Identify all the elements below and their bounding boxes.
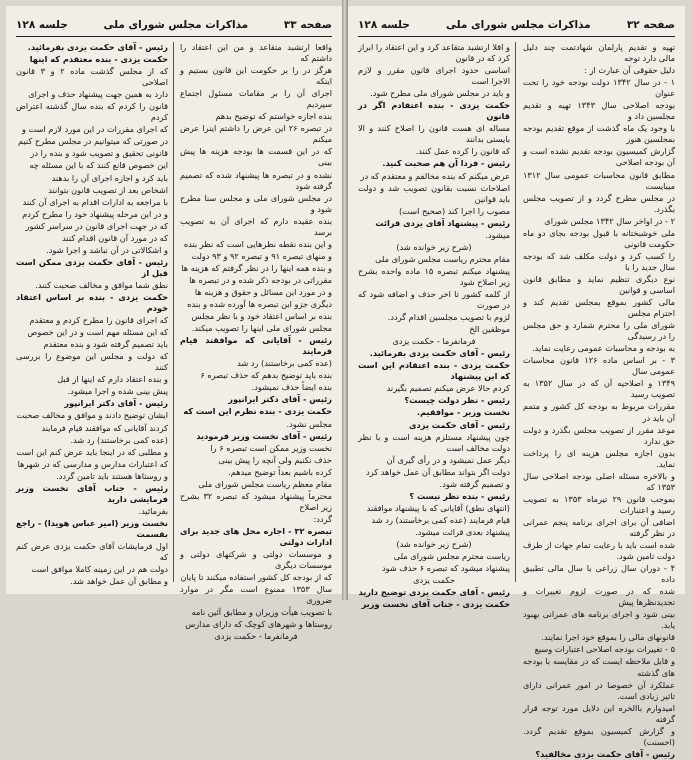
transcript-line: شده است باید با رعایت تمام جهات از طرف دولت تامین شود. [523, 540, 675, 562]
transcript-line: را کسب کرد و دولت مکلف شد که بودجه سال جدید را با [523, 250, 675, 272]
centered-line: حکمت یزدی [413, 575, 455, 586]
transcript-line: بفرمائید. [138, 505, 168, 516]
transcript-line: (عده کمی برخاستند) رد شد. [70, 434, 168, 445]
transcript-line: ایشان توضیح دادند و موافق و مخالف صحبت [16, 410, 168, 421]
transcript-line: و مطابق آن عمل خواهد شد. [70, 576, 168, 587]
speaker-line: رئیس - آقای حکمت یزدی توضیح دارید [358, 587, 510, 598]
transcript-line: و بنده همه اینها را در نظر گرفتم که هزینه ها [181, 262, 332, 273]
transcript-line: که اعتبارات مدارس و مدارسی که در شهرها [17, 458, 168, 469]
transcript-line: ۱ - در سال ۱۳۴۲ دولت بودجه خود را تحت عنوان [523, 77, 675, 99]
transcript-line: اساسی حدود اجرای قانون مقرر و لازم الاجرا است [358, 65, 510, 87]
transcript-line: موعد مقرر از تصویب مجلس بگذرد و دولت حق ندارد [523, 424, 675, 446]
transcript-line: بنده ایضاً حذف نمیشود. [251, 382, 332, 393]
transcript-line: بنده باید توضیح بدهم که حذف تبصره ۶ [200, 370, 332, 381]
transcript-line: امیدوارم باالخره این دلایل مورد توجه قرار گرفته [523, 702, 675, 724]
transcript-line: پیشنهاد بعدی قرائت میشود. [415, 526, 510, 537]
left-page-column-left [16, 42, 168, 587]
transcript-line: کردم حالا عرض میکنم تصمیم بگیرند [386, 383, 510, 394]
transcript-line: دلیل حقوقی آن عبارت از : [584, 65, 675, 76]
transcript-line: بموجب قانون ۲۹ تیرماه ۱۳۵۳ به تصویب رسید و اعتبارات [523, 493, 675, 515]
speaker-line: رئیس - آقای حکمت یزدی [409, 419, 510, 430]
left-page-header [16, 14, 332, 37]
transcript-line: ۵ - تغییرات بودجه اصلاحی اعتبارات وسیع [534, 644, 675, 655]
transcript-line: و گزارش کمیسیون بموقع تقدیم گردد. (احسنت) [523, 725, 675, 747]
transcript-line: کردند آقایانی که موافقند قیام فرمایند [41, 422, 168, 433]
transcript-line: مجلس نشود. [286, 418, 332, 429]
transcript-line: عملکرد آن خصوصا در امور عمرانی دارای تاثیر زیادی است. [523, 679, 675, 701]
transcript-line: نوع دیگری تنظیم نماید و مطابق قانون اساسی و قوانین [523, 273, 675, 295]
transcript-line: با وجود یک ماه گذشت از موقع تقدیم بودجه بمجلسین هنوز [523, 123, 675, 145]
transcript-line: به بودجه و محاسبات عمومی رعایت نماید. [532, 343, 675, 354]
right-page-header [358, 14, 675, 37]
left-page-column-right [180, 42, 333, 642]
transcript-line: قانونی تحقیق و تصویب شود و بنده را در [30, 148, 168, 159]
transcript-line: دارد به همین جهت پیشنهاد حذف و اجرای [28, 89, 168, 100]
transcript-line: مطابق قانون محاسبات عمومی سال ۱۳۱۲ میبایست [523, 169, 675, 191]
transcript-line: سال ۱۳۵۳ ممنوع است مگر در موارد ضروری [180, 584, 332, 606]
centered-line: (شرح زیر خوانده شد) [396, 241, 472, 252]
transcript-line: محترماً پیشنهاد میشود که تبصره ۳۲ بشرح زیر اصلاح [180, 490, 332, 512]
column-divider [515, 42, 516, 582]
right-page-title: مذاکرات مجلس شورای ملی [445, 19, 591, 31]
transcript-line: ریاست محترم مجلس شورای ملی [393, 551, 510, 562]
transcript-line: که در مورد آن قانون اقدام کنند [62, 232, 168, 243]
transcript-line: باید تصمیم گرفته شود و بنده معتقدم [43, 339, 168, 350]
left-page-title: مذاکرات مجلس شورای ملی [103, 19, 249, 31]
transcript-line: میشود. [485, 229, 510, 240]
transcript-line: بدون اجازه مجلس هزینه ای را پرداخت نماید. [523, 447, 675, 469]
transcript-line: نشده و در تبصره ها پیشنهاد شده که تصمیم گرفته شود [180, 169, 332, 191]
centered-line: (شرح زیر خوانده شد) [396, 538, 472, 549]
speaker-line: رئیس - جناب آقای نخست وزیر فرمایشی دارید [16, 482, 168, 504]
transcript-line: دولت اگر بتواند مطابق آن عمل خواهد کرد [366, 466, 510, 477]
transcript-line: و روستاها هستند باید تامین گردد. [56, 470, 168, 481]
transcript-line: که این مسئله مهم است و در این خصوص [27, 327, 168, 338]
speaker-line: رئیس - آقای دکتر ایرانپور [228, 394, 332, 405]
centered-line: فرمانفرما - حکمت یزدی [214, 631, 298, 642]
transcript-line: مقرراتی در بودجه ذکر شده و در تبصره ها [189, 274, 332, 285]
transcript-line: در مجلس شورای ملی و مجلس سنا مطرح شود و [180, 192, 332, 214]
right-page [348, 6, 685, 759]
transcript-line: قیام فرمایند (عده کمی برخاستند) رد شد [371, 514, 510, 525]
transcript-line: که اجرای مقررات در این مورد لازم است و [21, 124, 168, 135]
transcript-line: قانون را کردم که بنده سال گذشته اعتراض کردم [16, 101, 168, 123]
transcript-line: روستاها و شهرهای کوچک که دارای مدارس [185, 619, 332, 630]
transcript-line: و تصمیم گرفته شود. [439, 478, 510, 489]
transcript-line: که در این قسمت ها بودجه هزینه ها پیش بینی [180, 146, 332, 168]
speaker-line: نخست وزیر (امیر عباس هویدا) - راجع بقسمت [16, 517, 168, 539]
speaker-line: حکمت یزدی - بنده بر اساس اعتقاد خودم [16, 291, 168, 314]
transcript-line: اصلاحات نسبت بقانون تصویب شد و دولت باید قوانین [358, 182, 510, 204]
left-page-session: جلسه ۱۲۸ [16, 19, 68, 31]
transcript-line: بینی شود و اجرای برنامه های عمرانی بهبود یابد. [523, 609, 675, 631]
transcript-line: چون پیشنهاد مستلزم هزینه است و با نظر دولت مخالف است [358, 431, 510, 453]
transcript-line: و موسسات دولتی و شرکتهای دولتی و موسسات دیگری [180, 549, 332, 571]
transcript-line: که اجرای قانون را مطرح کردم و معتقدم [29, 315, 168, 326]
transcript-line: واقعا ارتشبد متقاعد و من این اعتقاد را داشتم که [180, 42, 332, 64]
transcript-line: در تبصره ۲۶ این عرض را داشتم اینرا عرض میکنم [180, 123, 333, 145]
transcript-line: بودجه اصلاحی سال ۱۳۴۳ تهیه و تقدیم مجلسین داد و [523, 100, 675, 122]
transcript-line: تهیه و تقدیم پارلمان شهادتمت چند دلیل مالی دارد توجه [523, 42, 675, 64]
transcript-line: نخست وزیر ممکن است تبصره ۶ را [210, 442, 332, 453]
transcript-line: پیشنهاد میشود که تبصره ۶ حذف شود [381, 563, 510, 574]
transcript-line: مقام معظم ریاست مجلس شورای ملی [198, 478, 332, 489]
transcript-line: که در جهت اجرای قانون در سراسر کشور [25, 220, 168, 231]
transcript-line: باید کرد و اجازه اجرای آن را بدهند [51, 172, 168, 183]
transcript-line: عرض میکنم که بنده مخالفم و معتقدم که در [360, 170, 510, 181]
transcript-line: این خصوص قانع کنند که با این مسئله چه [29, 160, 168, 171]
transcript-line: شورای ملی را محترم شمارد و حق مجلس را در رسیدگی [523, 320, 675, 342]
transcript-line: گردد: [313, 513, 332, 524]
transcript-line: (انتهای نطق) آقایانی که با پیشنهاد موافقند [366, 502, 510, 513]
right-page-session: جلسه ۱۲۸ [358, 19, 410, 31]
transcript-line: لزوم با تصویب مجلسین اقدام گردد. [387, 312, 510, 323]
left-page [6, 6, 342, 642]
transcript-line: و بالاخره مسئله اصلی بودجه اصلاحی سال ۱۳۵۳ که [523, 470, 675, 492]
transcript-line: بنده عقیده دارم که اجرای آن به تصویب برسد [180, 215, 332, 237]
transcript-line: دیگر عمل نمیشود و در رأی گیری آن [386, 454, 510, 465]
transcript-line: نطق شما موافق و مخالف صحبت کنند. [35, 279, 168, 290]
transcript-line: اجرای آن را بر مقامات مسئول اجتماع سپردیم [180, 88, 332, 110]
transcript-line: (عده کمی برخاستند) رد شد [237, 358, 332, 369]
speaker-line: رئیس - آقای دکتر ایرانپور [64, 398, 168, 409]
transcript-line: و باید در مجلس شورای ملی مطرح شود. [370, 88, 510, 99]
transcript-line: هرگز در را بر حکومت این قانون بستیم و اینکه [180, 65, 332, 87]
transcript-line: گزارش کمیسیون بودجه تقدیم نشده است و آن بودجه اصلاحی [523, 146, 675, 168]
transcript-line: کرده باشیم بعداً توضیح میدهم. [228, 466, 332, 477]
transcript-line: اضافی آن برای اجرای برنامه پنجم عمرانی در نظر گرفته [523, 516, 675, 538]
transcript-line: در مجلس مطرح گردد و از تصویب مجلس بگذرد. [523, 192, 675, 214]
speaker-line: حکمت یزدی - بنده اعتقادم این است که این پیشنهاد [358, 360, 510, 382]
transcript-line: مجلس شورای ملی اینها را تصویب میکند. [191, 323, 332, 334]
speaker-line: رئیس - آقای حکمت یزدی ممکن است قبل از [16, 256, 168, 278]
transcript-line: قانونهای مالی را بموقع خود اجرا نمایند. [541, 632, 675, 643]
transcript-line: که از مجلس گذشت ماده ۲ و ۳ قانون اصلاحی [16, 66, 168, 88]
transcript-line: اشخاص بعد از تصویب قانون بتوانند [48, 184, 168, 195]
transcript-line: مقام محترم ریاست مجلس شورای ملی [375, 253, 510, 264]
left-page-number: صفحه ۳۳ [283, 19, 332, 31]
speaker-line: رئیس - آقای حکمت یزدی بفرمائید. [27, 42, 168, 52]
transcript-line: و در مورد این مسائل و حقوق و هزینه ها [194, 286, 332, 297]
speaker-line: تبصره ۳۲ - اجاره محل های جدید برای ادارات دولتی [180, 525, 332, 547]
speaker-line: حکمت یزدی - بنده اعتقادم اگر در قانون [358, 100, 510, 122]
transcript-line: که قانون را کرده عمل کنند. [415, 146, 510, 157]
transcript-line: مالی کشور بموقع بمجلس تقدیم کند و احترام مجلس [523, 297, 675, 319]
centered-line: فرمانفرما - حکمت یزدی [392, 336, 476, 347]
transcript-line: با تصویب هیأت وزیران و مطابق آئین نامه [191, 607, 332, 618]
speaker-line: رئیس - فردا آن هم صحبت کنید. [382, 158, 510, 169]
transcript-line: که دولت و مجلس این موضوع را بررسی کنند [16, 351, 168, 373]
speaker-line: رئیس - پیشنهاد آقای یزدی قرائت [375, 217, 510, 228]
transcript-line: و در این مرحله پیشنهاد خود را مطرح کردم [22, 208, 168, 219]
transcript-line: ۲ - در اواخر سال ۱۳۴۲ مجلس شورای [544, 215, 675, 226]
transcript-line: ۴ - دوران سال زراعی با سال مالی تطبیق داده [523, 563, 675, 585]
transcript-line: ۱۳۴۹ و اصلاحیه آن که در سال ۱۳۵۲ به تصویب رسید [523, 378, 676, 400]
speaker-line: حکمت یزدی - بنده نظرم این است که [183, 406, 332, 417]
transcript-line: و اقلا ارتشبد متقاعد کرد و این اعتقاد را ابراز کرد که در قانون [358, 42, 510, 64]
transcript-line: ۳ - بر اساس ماده ۱۲۶ قانون محاسبات عمومی سال [523, 355, 675, 377]
transcript-line: در صورتی که میتوانیم در مجلس مطرح کنیم [18, 136, 168, 147]
transcript-line: اول فرمایشات آقای حکمت یزدی عرض کنم که [16, 540, 168, 563]
speaker-line: حکمت یزدی - جناب آقای نخست وزیر [361, 599, 510, 610]
transcript-line: و منهای تبصره ۹۱ و تبصره ۹۲ و ۹۳ دولت [191, 250, 332, 261]
transcript-line: از کلمه کشور تا اخر حذف و اضافه شود که در صورت [358, 288, 510, 311]
transcript-line: و اشکالاتی در آن نباشد و اجرا شود. [46, 244, 168, 255]
transcript-line: بنده اجازه خواستم که توضیح بدهم [215, 111, 332, 122]
transcript-line: حذف نکنیم ولی آنچه را پیش بینی [218, 454, 332, 465]
column-divider [173, 42, 174, 582]
transcript-line: و مطلبی که در اینجا باید عرض کنم این است [16, 446, 168, 457]
right-page-number: صفحه ۳۲ [626, 19, 675, 31]
transcript-line: مصوب را اجرا کند (صحیح است) [398, 205, 510, 216]
right-page-column-left [358, 42, 511, 610]
transcript-line: ملی خوشبختانه با قبول بودجه بجای دو ماه حکومت قانونی [523, 227, 675, 249]
transcript-line: پیش بینی شده و اجرا میشود. [67, 386, 168, 397]
transcript-line: موظفین الخ [469, 324, 510, 335]
transcript-line: بنده بر اساس اعتقاد خود و با نظر مجلس [191, 311, 332, 322]
transcript-line: شده که در صورت لزوم تغییرات و تجدیدنظرها پیش [523, 586, 675, 608]
transcript-line: و این بنده نقطه نظرهایی است که نظر بنده [183, 238, 332, 249]
transcript-line: و بنده اعتقاد دارم که اینها از قبل [57, 374, 168, 385]
transcript-line: مقررات مربوط به بودجه کل کشور و متمم آن باید در [523, 401, 675, 423]
transcript-line: دیگری جزو این تبصره ها آورده شده و بنده [187, 299, 332, 310]
transcript-line: با مراجعه به ادارات اقدام به اجرای آن کنند [22, 196, 168, 207]
right-page-column-right [523, 42, 676, 759]
transcript-line: و قابل ملاحظه ایست که در مقایسه با بودجه های گذشته [523, 656, 675, 678]
speaker-line: رئیس - آقای نخست وزیر فرمودید [196, 430, 332, 441]
speaker-line: حکمت یزدی - بنده معتقدم که اینها [29, 54, 168, 65]
book-spine [342, 0, 348, 600]
speaker-line: رئیس - آقای حکمت یزدی مخالفید؟ [535, 748, 675, 759]
speaker-line: رئیس - بنده نظر نیست ؟ [409, 490, 510, 501]
speaker-line: نخست وزیر - موافقیم. [416, 407, 510, 418]
transcript-line: که از بودجه کل کشور استفاده میکنند تا پایان [180, 572, 332, 583]
speaker-line: رئیس - آقایانی که موافقند قیام فرمایند [180, 335, 332, 357]
transcript-line: پیشنهاد میکنم تبصره ۱۵ ماده واحده بشرح زیر اصلاح شود [358, 265, 511, 287]
transcript-line: مساله ای هست قانون را اصلاح کنند و الا بایستی بدانند [358, 123, 510, 145]
speaker-line: رئیس - آقای حکمت یزدی بفرمائید. [369, 348, 510, 359]
transcript-line: دولت هم در این زمینه کاملا موافق است [31, 564, 168, 575]
speaker-line: رئیس - نظر دولت چیست؟ [404, 395, 510, 406]
